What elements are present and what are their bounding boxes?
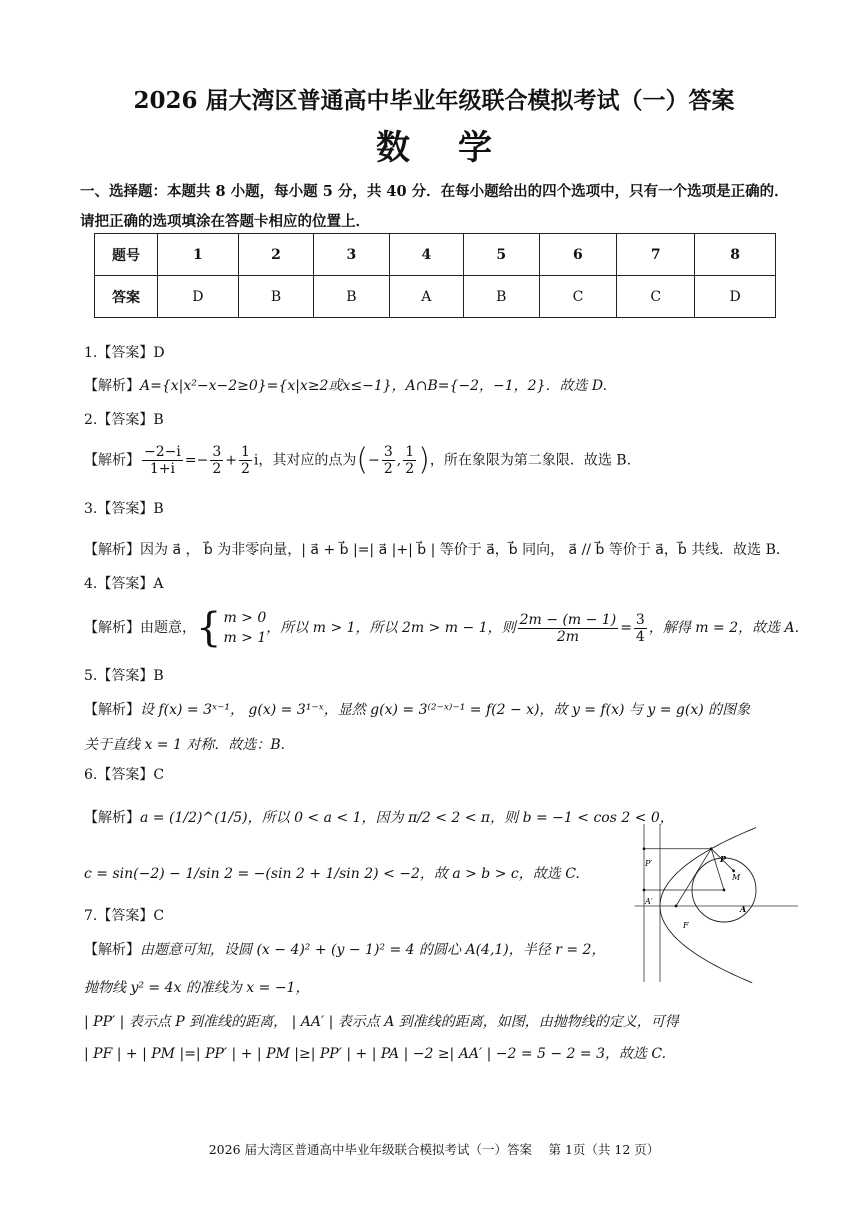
answer-cell: D [695,276,776,318]
q3-solution-text: 因为 a⃗ ， b⃗ 为非零向量，| a⃗ + b⃗ |=| a⃗ |+| b⃗ | 等价于 a⃗，b⃗ 同向， a⃗ // b⃗ 等价于 a⃗，b⃗ 共线．故选 B. [140,542,781,558]
q7-solution-line4: | PF | + | PM |=| PP′ | + | PM |≥| PP′ | + | PA | −2 ≥| AA′ | −2 = 5 − 2 = 3，故选 C. [84,1046,667,1062]
answer-cell: C [539,276,617,318]
fraction: $\frac{3}{2}$ [212,444,222,477]
page-footer: 2026 届大湾区普通高中毕业年级联合模拟考试（一）答案 第 1页（共 12 页） [208,1142,660,1157]
solution-label: 【解析】 [84,452,140,469]
question-number: 5 [464,234,539,276]
fraction: $\frac{1}{2}$ [405,444,415,477]
solution-label: 【解析】 [84,810,140,826]
q5-answer: 5.【答案】B [84,668,164,684]
row-label-question: 题号 [95,234,158,276]
point-A [723,889,726,892]
fraction: $\frac{1}{2}$ [240,444,250,477]
fraction: $\frac{-2-i}{1+i}$ [144,444,181,477]
solution-label: 【解析】 [84,702,140,718]
row-label-answer: 答案 [95,276,158,318]
fraction: $\frac{3}{2}$ [383,444,393,477]
q7-solution-line2: 抛物线 y² = 4x 的准线为 x = −1， [84,980,310,996]
answer-cell: A [389,276,463,318]
q7-solution-line1: 【解析】由题意可知，设圆 (x − 4)² + (y − 1)² = 4 的圆心 A(4,1)，半径 r = 2， [84,942,606,958]
point-F [675,905,678,908]
answer-table-header-row [95,234,776,276]
page-title: 2026 届大湾区普通高中毕业年级联合模拟考试（一）答案 [133,87,735,114]
label-P: P [720,854,727,864]
subject-title: 数学 [376,128,540,168]
answer-cell: B [314,276,389,318]
label-M: M [732,873,741,882]
question-number: 8 [695,234,776,276]
q2-answer: 2.【答案】B [84,412,164,428]
q3-answer: 3.【答案】B [84,501,164,517]
q1-answer: 1.【答案】D [84,345,165,361]
question-number: 7 [617,234,695,276]
solution-label: 【解析】 [84,542,140,558]
q7-answer: 7.【答案】C [84,908,165,924]
point-P [710,847,713,850]
label-A-prime: A′ [645,897,653,906]
solution-label: 【解析】 [84,942,140,958]
q6-solution-line1: 【解析】a = (1/2)^(1/5)，所以 0 < a < 1，因为 π/2 < 2 < π，则 b = −1 < cos 2 < 0， [84,810,674,826]
q3-solution [84,540,780,560]
q5-solution-line1: 【解析】设 f(x) = 3ˣ⁻¹， g(x) = 3¹⁻ˣ，显然 g(x) = 3⁽²⁻ˣ⁾⁻¹ = f(2 − x)，故 y = f(x) 与 y = g(x) 的图象 [84,702,751,718]
question-number: 3 [314,234,389,276]
answer-cell: B [464,276,539,318]
figure-geometry [634,824,798,983]
parabola-circle-figure [612,820,802,986]
q1-solution [84,376,607,396]
label-A: A [740,904,747,914]
solution-label: 【解析】 [84,620,140,636]
q5-solution-line2: 关于直线 x = 1 对称．故选：B. [84,737,286,753]
question-number: 4 [389,234,463,276]
section-heading: 一、选择题：本题共 8 小题，每小题 5 分，共 40 分．在每小题给出的四个选项中，只有一个选项是正确的．请把正确的选项填涂在答题卡相应的位置上． [80,183,789,230]
q4-solution: 【解析】由题意，{ m > 0 m > 1，所以 m > 1，所以 2m > m − 1，则 $\frac{2m - (m - 1)}{2m}$ = $\frac{3}{4}$ ，解得 m = 2，故选 A. [84,605,800,651]
answer-table-answer-row [95,276,776,318]
question-number: 1 [158,234,239,276]
answer-cell: B [238,276,313,318]
answer-table [94,233,776,318]
q4-answer: 4.【答案】A [84,576,164,592]
fraction: $\frac{2m - (m - 1)}{2m}$ [519,611,617,645]
q7-solution-line3: | PP′ | 表示点 P 到准线的距离， | AA′ | 表示点 A 到准线的距离，如图，由抛物线的定义，可得 [84,1014,679,1030]
label-F: F [683,921,689,930]
answer-cell: D [158,276,239,318]
condition-system: m > 0 m > 1 [223,610,267,646]
label-P-prime: P′ [645,859,653,868]
q1-solution-text: A={x|x²−x−2≥0}={x|x≥2或x≤−1}，A∩B={−2，−1，2}．故选 D. [140,378,608,394]
fraction: $\frac{3}{4}$ [635,611,645,645]
point-A-prime [643,889,646,892]
segment-PF [676,849,711,906]
q2-solution: 【解析】 $\frac{-2-i}{1+i}$ =− $\frac{3}{2}$ + $\frac{1}{2}$ i，其对应的点为(− $\frac{3}{2}$ , $\frac{1}{2}$ )，所在象限为第二象限．故选 B. [84,442,632,478]
point-M [732,869,735,872]
question-number: 2 [238,234,313,276]
solution-label: 【解析】 [84,378,140,394]
q6-solution-line2: c = sin(−2) − 1/sin 2 = −(sin 2 + 1/sin 2) < −2，故 a > b > c，故选 C. [84,866,580,882]
answer-cell: C [617,276,695,318]
q6-answer: 6.【答案】C [84,767,165,783]
question-number: 6 [539,234,617,276]
point-P-prime [643,847,646,850]
